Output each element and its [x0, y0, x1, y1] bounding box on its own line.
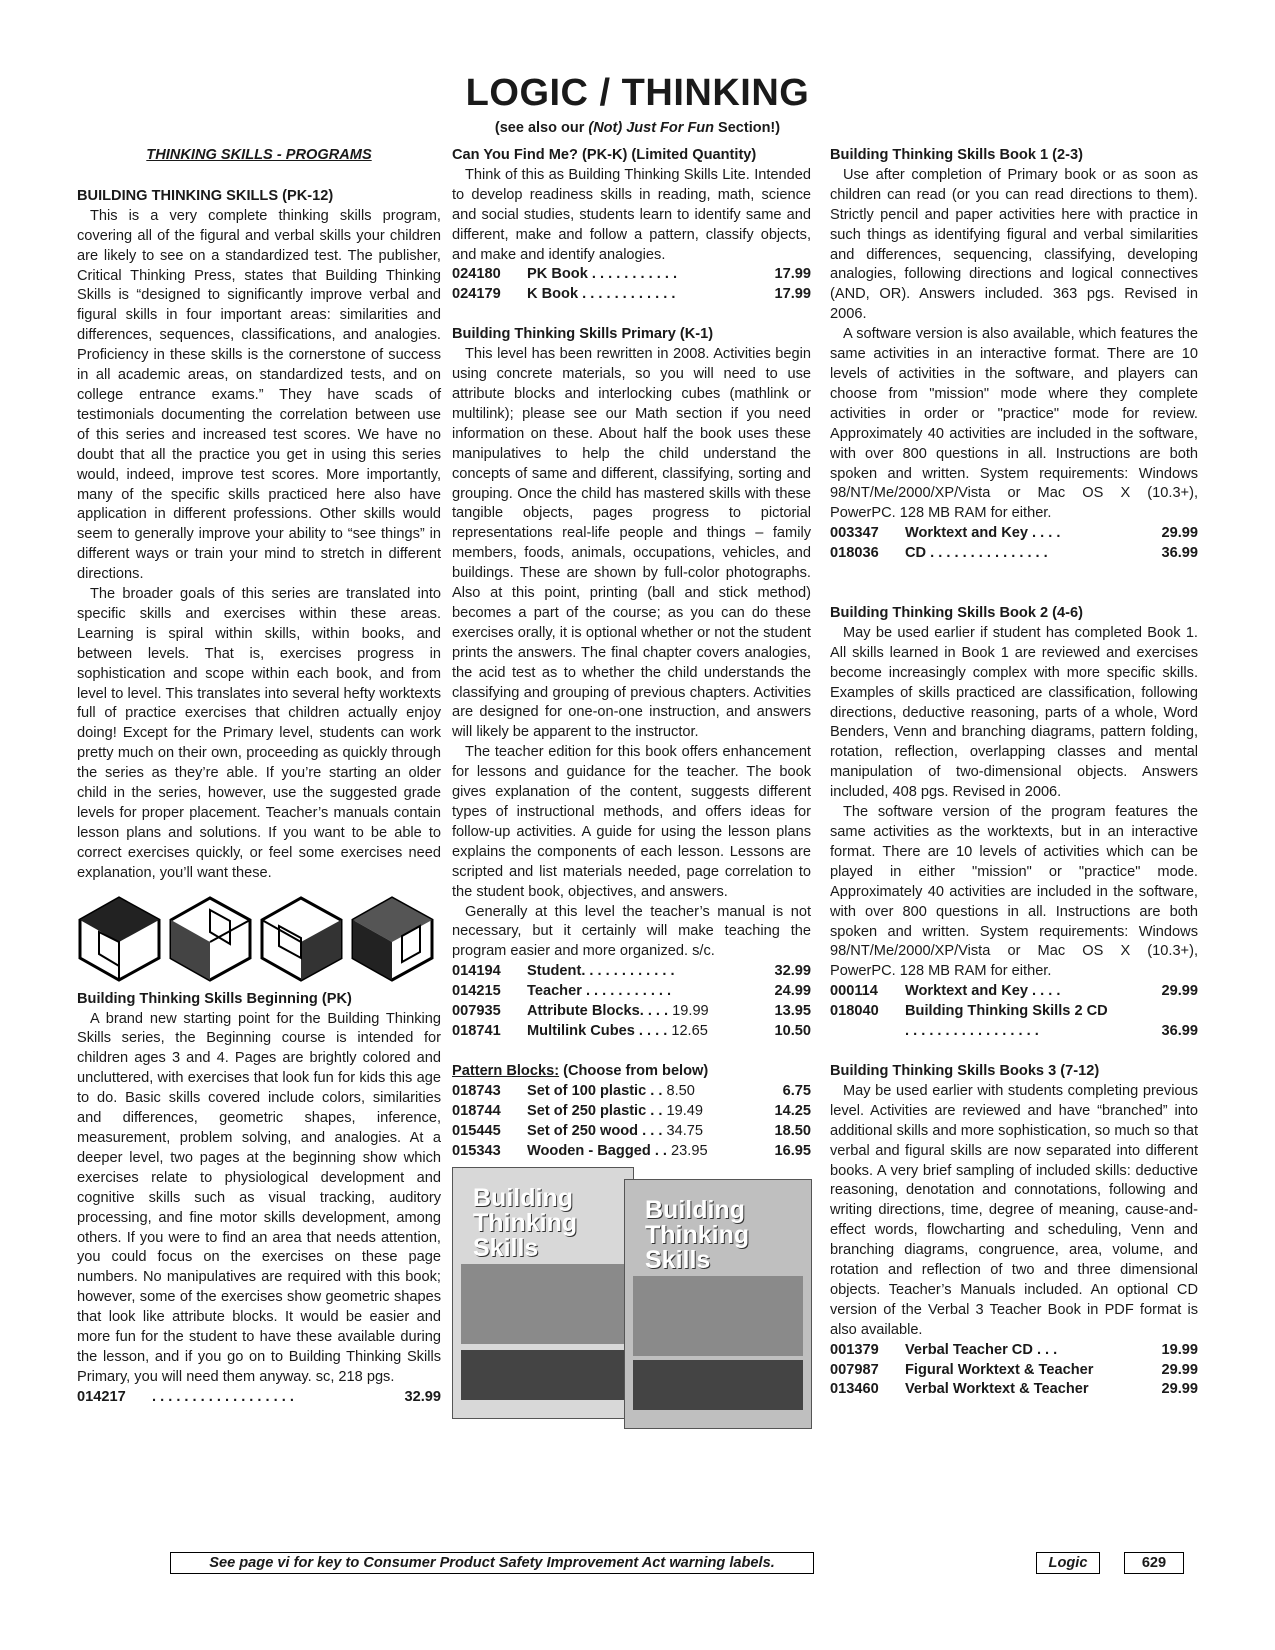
price-row: 024180 PK Book . . . . . . . . . . . 17.99 — [452, 266, 811, 283]
paragraph: Generally at this level the teacher’s manual is not necessary, but it certainly will make teaching the program easier and more organized. s/c. — [452, 903, 811, 960]
price-row: 018036 CD . . . . . . . . . . . . . . . 36.99 — [830, 545, 1198, 562]
column-1 — [77, 146, 441, 1408]
product-heading: Building Thinking Skills Primary (K-1) — [452, 326, 714, 343]
paragraph: This is a very complete thinking skills program, covering all of the figural and verbal skills your children are likely to see on a standardized test. The publisher, Critical Thinking Press, states that Building Thinking Skills is “designed to significantly improve verbal and figural skills in four important areas: similarities and differences, sequences, classifications, and analogies. Proficiency in these skills is the cornerstone of success in all academic areas, on standardized tests, and on college entrance exams.” They have scads of testimonials documenting the correlation between use of this series and increased test scores. We have no doubt that all the practice you get in using this series would, indeed, improve test scores. More importantly, many of the specific skills practiced here also have application in different professions. Other skills would seem to generally improve your ability to “see things” in different ways or train your mind to stretch in different directions. — [77, 207, 441, 583]
cube-figure-icon — [350, 896, 435, 982]
price-row: 024179 K Book . . . . . . . . . . . . 17.99 — [452, 286, 811, 303]
price-row: 014217 . . . . . . . . . . . . . . . . . . 32.99 — [77, 1388, 441, 1405]
price-row: 003347 Worktext and Key . . . . 29.99 — [830, 525, 1198, 542]
product-heading: BUILDING THINKING SKILLS (PK-12) — [77, 187, 334, 204]
price-row: . . . . . . . . . . . . . . . . . 36.99 — [905, 1023, 1198, 1040]
paragraph: May be used earlier if student has completed Book 1. All skills learned in Book 1 are reviewed and exercises become increasingly complex with more specific skills. Examples of skills practiced are classification, following directions, deductive reasoning, parts of a whole, Word Benders, Venn and branching diagrams, pattern folding, rotation, reflection, overlapping classes and mental manipulation of two-dimensional objects. Answers included, 408 pgs. Revised in 2006. — [830, 624, 1198, 801]
paragraph: The teacher edition for this book offers enhancement for lessons and guidance for the teacher. The book gives explanation of the content, suggests different types of instructional methods, and offers ideas for follow-up activities. A guide for using the lesson plans explains the components of each lesson. Lessons are scripted and list materials needed, page correlation to the student book, objectives, and answers. — [452, 744, 811, 900]
cube-figure-icon — [77, 896, 162, 982]
page-number: 629 — [1124, 1552, 1184, 1574]
price-row: 015343 Wooden - Bagged . . 23.95 16.95 — [452, 1142, 811, 1159]
product-heading: Building Thinking Skills Beginning (PK) — [77, 990, 352, 1007]
paragraph: A brand new starting point for the Building Thinking Skills series, the Beginning course is intended for children ages 3 and 4. Pages are brightly colored and uncluttered, with exercises that look fun for kids this age to do. Basic skills covered include colors, similarities and differences, geometric shapes, inference, measurement, problem solving, and analogies. At a deeper level, two pages at the beginning show which exercises relate to physiological development and cognitive skills such as visual tracking, auditory processing, and fine motor skills development, among others. If you were to find an area that needs attention, you could focus on the exercises on these page numbers. No manipulatives are required with this book; however, some of the exercises show geometric shapes that look like attribute blocks. It would be easier and more fun for the student to have these available during the lesson, and if you go on to Building Thinking Skills Primary, you will need them anyway. sc, 218 pgs. — [77, 1010, 441, 1385]
price-row: 015445 Set of 250 wood . . . 34.75 18.50 — [452, 1122, 811, 1139]
book-cover-primary: Building Thinking Skills — [452, 1167, 634, 1419]
cube-figures — [77, 896, 441, 982]
product-heading: Building Thinking Skills Books 3 (7-12) — [830, 1062, 1100, 1079]
section-tab: Logic — [1036, 1552, 1100, 1574]
price-row: 000114 Worktext and Key . . . . 29.99 — [830, 983, 1198, 1000]
price-row: 018741 Multilink Cubes . . . . 12.65 10.50 — [452, 1022, 811, 1039]
page-subtitle: (see also our (Not) Just For Fun Section!) — [494, 120, 781, 136]
paragraph: Use after completion of Primary book or as soon as children can read (or you can read directions to them). Strictly pencil and paper activities here with practice in such things as identifying figural and verbal similarities and differences, sequencing, classifying, developing analogies, following directions and logical connectives (AND, OR). Answers included. 363 pgs. Revised in 2006. — [830, 166, 1198, 323]
product-heading: Can You Find Me? (PK-K) (Limited Quantity) — [452, 147, 757, 163]
page-title: LOGIC / THINKING — [465, 72, 810, 114]
paragraph: The broader goals of this series are translated into specific skills and exercises within these areas. Learning is spiral within skills, within books, and between levels. That is, exercises progress in sophistication and scope within each book, and from level to level. This translates into several hefty worktexts full of practice exercises that children actually enjoy doing! Except for the Primary level, students can work pretty much on their own, proceeding as quickly through the series as they’re able. If you’re starting an older child in the series, however, use the suggested grade levels for proper placement. Teacher’s manuals contain lesson plans and solutions. If you want to be able to correct exercises quickly, or feel some exercises need explanation, you’ll want these. — [77, 586, 441, 881]
paragraph: This level has been rewritten in 2008. Activities begin using concrete materials, so you will need to use attribute blocks and interlocking cubes (mathlink or multilink); please see our Math section if you need information on these. About half the book uses these manipulatives to help the child understand the concepts of same and different, classifying, sorting and grouping. Once the child has mastered skills with these tangible objects, pages progress to pictorial representations real-life people and things – family members, foods, animals, occupations, vehicles, and buildings. These are shown by full-color photographs. Also at this point, printing (ball and stick method) becomes a part of the course; as you can do these exercises orally, it is optional whether or not the student prints the answers. The final chapter covers analogies, the acid test as to whether the child understands the classifying and grouping of previous chapters. Activities are designed for one-on-one instruction, and answers will likely be apparent to the instructor. — [452, 346, 811, 741]
price-row: 014215 Teacher . . . . . . . . . . . 24.99 — [452, 983, 811, 1000]
price-row: 001379 Verbal Teacher CD . . . 19.99 — [830, 1341, 1198, 1358]
book-covers-image — [452, 1167, 811, 1427]
section-heading: THINKING SKILLS - PROGRAMS — [146, 147, 372, 163]
product-heading: Pattern Blocks: (Choose from below) — [452, 1062, 709, 1079]
price-row: 018743 Set of 100 plastic . . 8.50 6.75 — [452, 1082, 811, 1099]
paragraph: The software version of the program features the same activities as the worktexts, but in an interactive format. There are 10 levels of activities which can be played in either "mission" or "practice" mode. Approximately 40 activities are included in the software, with over 800 questions in all. Instructions are both spoken and written. System requirements: Windows 98/NT/Me/2000/XP/Vista or Mac OS X (10.3+), PowerPC. 128 MB RAM for either. — [830, 804, 1198, 980]
price-row: 014194 Student. . . . . . . . . . . . 32.99 — [452, 963, 811, 980]
price-row: 018744 Set of 250 plastic . . 19.49 14.25 — [452, 1102, 811, 1119]
book-cover-level3: Building Thinking Skills — [624, 1179, 812, 1429]
product-heading: Building Thinking Skills Book 2 (4-6) — [830, 605, 1083, 622]
paragraph: May be used earlier with students completing previous level. Activities are reviewed and have “branched” into additional skills and more sophistication, so much so that verbal and figural skills are now separated into different books. A very brief sampling of included skills: deductive reasoning, denotation and connotations, following and writing directions, time, degree of meaning, cause-and-effect words, flowcharting and scheduling, Venn and branching diagrams, congruence, area, volume, and rotation and reflection of two and three dimensional objects. Teacher’s Manuals included. An optional CD version of the Verbal 3 Teacher Book in PDF format is also available. — [830, 1082, 1198, 1338]
paragraph: Think of this as Building Thinking Skills Lite. Intended to develop readiness skills in reading, math, science and social studies, students learn to identify same and different, make and follow a pattern, classify objects, and make and identify analogies. — [452, 166, 811, 263]
safety-note: See page vi for key to Consumer Product Safety Improvement Act warning labels. — [170, 1552, 814, 1574]
price-row: 018040 Building Thinking Skills 2 CD — [830, 1003, 1108, 1020]
cube-figure-icon — [168, 896, 253, 982]
price-row: 007935 Attribute Blocks. . . . 19.99 13.95 — [452, 1003, 811, 1020]
paragraph: A software version is also available, which features the same activities in an interactive format. There are 10 levels of activities in the software, and players can choose from "mission" mode where they complete activities in order or "practice" mode for review. Approximately 40 activities are included in the software, with over 800 questions in all. Instructions are both spoken and written. System requirements: Windows 98/NT/Me/2000/XP/Vista or Mac OS X (10.3+), PowerPC. 128 MB RAM for either. — [830, 326, 1198, 522]
price-row: 007987 Figural Worktext & Teacher 29.99 — [830, 1361, 1198, 1378]
column-2 — [452, 146, 811, 1427]
price-row: 013460 Verbal Worktext & Teacher 29.99 — [830, 1381, 1198, 1398]
cube-figure-icon — [259, 896, 344, 982]
product-heading: Building Thinking Skills Book 1 (2-3) — [830, 147, 1083, 163]
column-3 — [830, 146, 1198, 1400]
